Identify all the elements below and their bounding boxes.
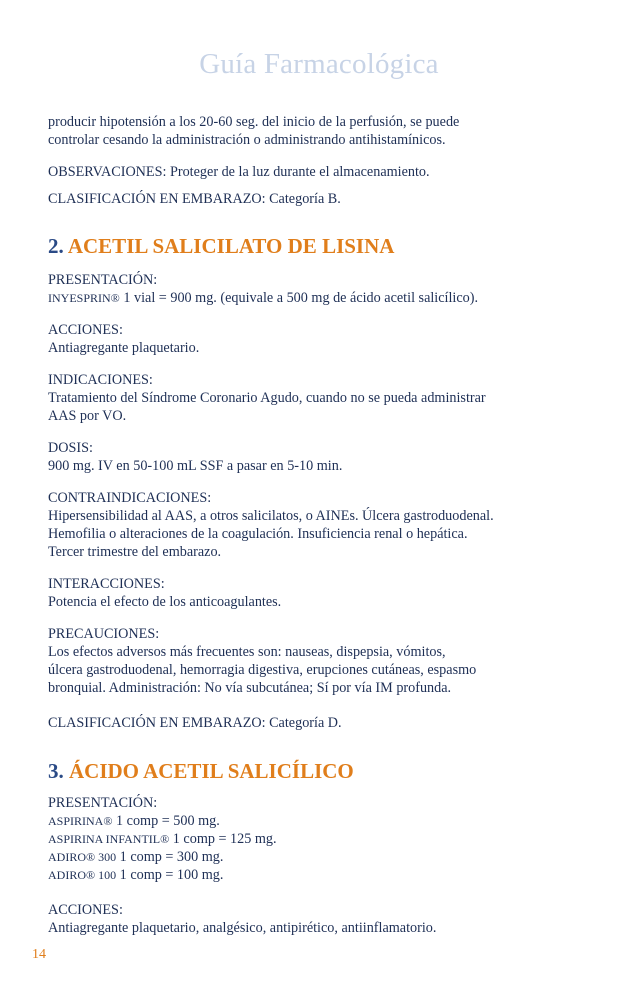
document-body xyxy=(48,113,608,937)
dosis-text: 900 mg. IV en 50-100 mL SSF a pasar en 5-10 min. xyxy=(48,458,343,474)
page-header-title: Guía Farmacológica xyxy=(199,48,439,80)
page-number: 14 xyxy=(32,947,46,962)
interacciones-label: INTERACCIONES: xyxy=(48,576,165,592)
section-title-text: ACETIL SALICILATO DE LISINA xyxy=(67,234,395,258)
presentacion-value: 1 comp = 125 mg. xyxy=(172,831,277,847)
precauciones-text: bronquial. Administración: No vía subcutánea; Sí por vía IM profunda. xyxy=(48,680,452,696)
clasificacion-embarazo: CLASIFICACIÓN EN EMBARAZO: Categoría B. xyxy=(48,191,341,207)
section-number: 3. xyxy=(48,759,64,783)
dosis-label: DOSIS: xyxy=(48,440,93,456)
indicaciones-text: Tratamiento del Síndrome Coronario Agudo, cuando no se pueda administrar xyxy=(48,390,486,406)
section-number: 2. xyxy=(48,234,64,258)
interacciones-text: Potencia el efecto de los anticoagulantes. xyxy=(48,594,282,610)
presentacion-item xyxy=(48,289,608,307)
brand-name: ADIRO® 100 xyxy=(48,868,117,882)
clasificacion-embarazo: CLASIFICACIÓN EN EMBARAZO: Categoría D. xyxy=(48,715,342,731)
precauciones-label: PRECAUCIONES: xyxy=(48,626,160,642)
precauciones-text: úlcera gastroduodenal, hemorragia digestiva, erupciones cutáneas, espasmo xyxy=(48,662,477,678)
brand-name: ASPIRINA INFANTIL® xyxy=(48,832,170,846)
acciones-label: ACCIONES: xyxy=(48,322,123,338)
section-3-title xyxy=(48,758,608,784)
contraindicaciones-text: Hemofilia o alteraciones de la coagulación. Insuficiencia renal o hepática. xyxy=(48,526,468,542)
intro-line: producir hipotensión a los 20-60 seg. del inicio de la perfusión, se puede xyxy=(48,114,460,130)
presentacion-label: PRESENTACIÓN: xyxy=(48,795,158,811)
acciones-text: Antiagregante plaquetario. xyxy=(48,340,200,356)
contraindicaciones-text: Tercer trimestre del embarazo. xyxy=(48,544,222,560)
presentacion-item xyxy=(48,848,608,866)
presentacion-value: 1 comp = 100 mg. xyxy=(119,867,224,883)
brand-name: ADIRO® 300 xyxy=(48,850,117,864)
intro-line: controlar cesando la administración o administrando antihistamínicos. xyxy=(48,132,446,148)
section-2-title xyxy=(48,233,608,259)
presentacion-value: 1 comp = 500 mg. xyxy=(116,813,220,829)
contraindicaciones-text: Hipersensibilidad al AAS, a otros salicilatos, o AINEs. Úlcera gastroduodenal. xyxy=(48,508,494,524)
presentacion-value: 1 vial = 900 mg. (equivale a 500 mg de ácido acetil salicílico). xyxy=(123,290,479,306)
brand-name: INYESPRIN® xyxy=(48,291,120,305)
observaciones-text: OBSERVACIONES: Proteger de la luz durante el almacenamiento. xyxy=(48,164,430,180)
presentacion-item xyxy=(48,830,608,848)
acciones-text: Antiagregante plaquetario, analgésico, antipirético, antiinflamatorio. xyxy=(48,920,437,936)
precauciones-text: Los efectos adversos más frecuentes son: nauseas, dispepsia, vómitos, xyxy=(48,644,446,660)
section-title-text: ÁCIDO ACETIL SALICÍLICO xyxy=(69,759,354,783)
indicaciones-label: INDICACIONES: xyxy=(48,372,153,388)
presentacion-item xyxy=(48,812,608,830)
contraindicaciones-label: CONTRAINDICACIONES: xyxy=(48,490,212,506)
presentacion-value: 1 comp = 300 mg. xyxy=(119,849,224,865)
brand-name: ASPIRINA® xyxy=(48,814,113,828)
presentacion-label: PRESENTACIÓN: xyxy=(48,272,158,288)
acciones-label: ACCIONES: xyxy=(48,902,123,918)
presentacion-item xyxy=(48,866,608,884)
indicaciones-text: AAS por VO. xyxy=(48,408,127,424)
